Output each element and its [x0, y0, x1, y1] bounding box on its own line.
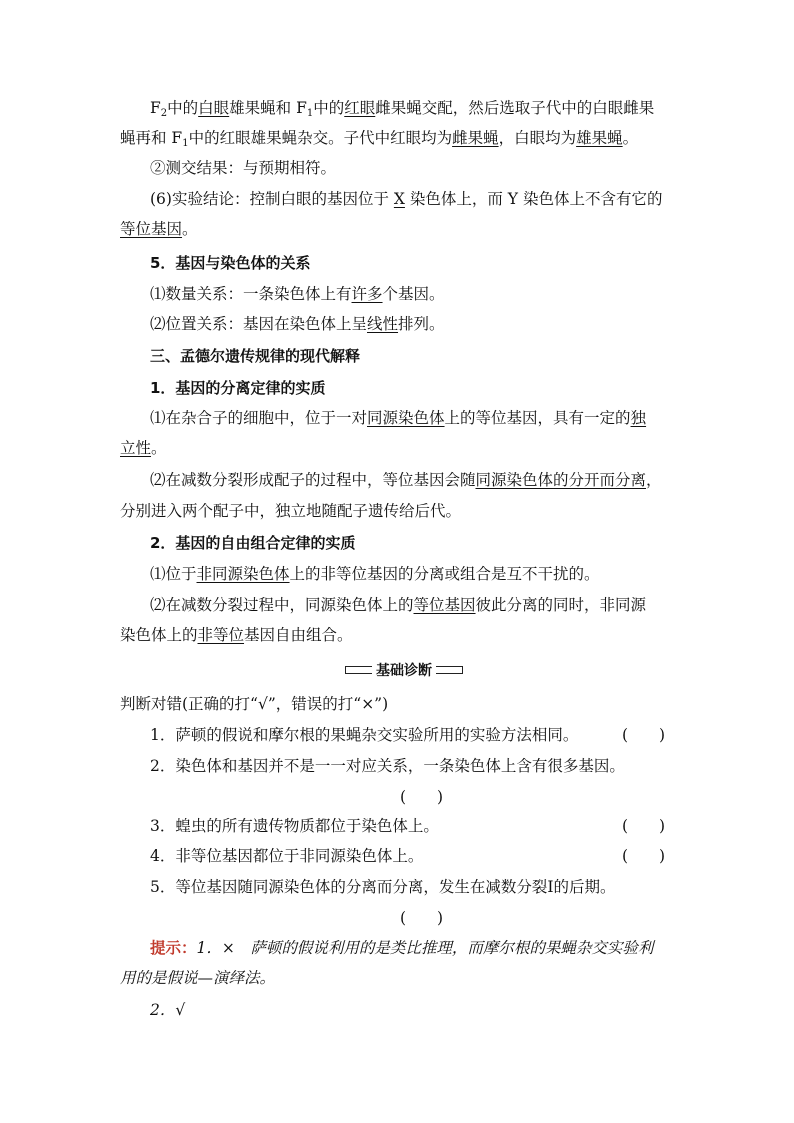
- answer-paren: ( ): [622, 726, 666, 744]
- text-run: 个基因。: [382, 285, 445, 303]
- text-run: 雄果蝇和 F: [229, 99, 307, 117]
- text-run: ，: [646, 471, 662, 489]
- text-run: 蝇再和 F: [120, 129, 183, 147]
- answer-paren: ( ): [400, 788, 444, 806]
- underlined-answer: 非等位: [197, 626, 245, 644]
- section-heading: 5．基因与染色体的关系: [150, 254, 311, 272]
- text-run: 。: [622, 129, 639, 147]
- text-run: F: [150, 99, 161, 117]
- text-run: ⑴在杂合子的细胞中，位于一对: [150, 409, 368, 427]
- text-run: ⑴位于: [150, 565, 197, 583]
- answer-paren: ( ): [622, 817, 666, 835]
- text-line: [150, 407, 710, 429]
- text-line: [120, 437, 680, 459]
- text-line: [150, 594, 710, 616]
- underlined-answer: 红眼: [344, 99, 376, 117]
- text-line: ②测交结果：与预期相符。: [150, 159, 337, 177]
- text-line: [150, 188, 710, 210]
- underlined-answer: 线性: [367, 315, 399, 333]
- underlined-answer: 许多: [351, 285, 383, 303]
- text-line: 分别进入两个配子中，独立地随配子遗传给后代。: [120, 502, 462, 520]
- text-run: 中的: [313, 99, 345, 117]
- subscript: 1: [306, 108, 314, 119]
- text-line: [120, 127, 680, 155]
- text-run: 中的红眼雄果蝇杂交。子代中红眼均为: [188, 129, 453, 147]
- answer-paren: ( ): [400, 909, 444, 927]
- underlined-answer: 独: [630, 409, 647, 427]
- text-run: ⑵在减数分裂过程中，同源染色体上的: [150, 596, 414, 614]
- underlined-answer: 等位基因: [120, 220, 183, 238]
- judge-intro: 判断对错(正确的打“√”，错误的打“×”): [120, 695, 389, 713]
- text-line: [150, 563, 710, 585]
- answer-paren: ( ): [622, 847, 666, 865]
- text-run: 染色体上，而 Y 染色体上不含有它的: [404, 190, 663, 208]
- subscript: 1: [182, 138, 189, 149]
- underlined-answer: 非同源染色体: [196, 565, 290, 583]
- underlined-answer: 等位基因: [413, 596, 476, 614]
- subscript: 2: [160, 108, 168, 119]
- underlined-answer: 雌果蝇: [452, 129, 499, 147]
- banner-rule: [436, 666, 463, 674]
- section-heading: 1．基因的分离定律的实质: [150, 379, 326, 397]
- tip-label: 提示：: [150, 939, 197, 957]
- section-heading: 2．基因的自由组合定律的实质: [150, 534, 356, 552]
- underlined-answer: 立性: [120, 439, 152, 457]
- text-line: [150, 283, 710, 305]
- text-line: [120, 218, 680, 240]
- text-run: ，白眼均为: [498, 129, 577, 147]
- judge-item: 3．蝗虫的所有遗传物质都位于染色体上。: [150, 817, 439, 835]
- underlined-answer: 同源染色体的分开而分离: [475, 471, 647, 489]
- tip-line: 2．√: [150, 1001, 186, 1019]
- underlined-answer: X: [393, 190, 405, 208]
- text-run: 雌果蝇交配，然后选取子代中的白眼雌果: [375, 99, 655, 117]
- text-line: [150, 97, 710, 125]
- judge-item: 5．等位基因随同源染色体的分离而分离，发生在减数分裂Ⅰ的后期。: [150, 878, 616, 896]
- judge-item: 4．非等位基因都位于非同源染色体上。: [150, 847, 424, 865]
- section-banner: [345, 660, 463, 680]
- banner-title: 基础诊断: [376, 663, 432, 679]
- banner-rule: [345, 666, 372, 674]
- text-run: 彼此分离的同时，非同源: [475, 596, 647, 614]
- text-run: (6)实验结论：控制白眼的基因位于: [150, 190, 394, 208]
- text-run: 中的: [167, 99, 199, 117]
- tip-text: 1．× 萨顿的假说利用的是类比推理，而摩尔根的果蝇杂交实验利: [196, 939, 654, 957]
- text-run: 。: [151, 439, 167, 457]
- text-run: 。: [182, 220, 198, 238]
- text-run: 上的等位基因，具有一定的: [444, 409, 631, 427]
- underlined-answer: 同源染色体: [367, 409, 445, 427]
- text-run: ⑴数量关系：一条染色体上有: [150, 285, 352, 303]
- text-line: [120, 624, 680, 646]
- tip-line: 用的是假说—演绎法。: [120, 969, 276, 987]
- text-line: [150, 313, 710, 335]
- text-run: 排列。: [398, 315, 445, 333]
- text-run: ⑵位置关系：基因在染色体上呈: [150, 315, 368, 333]
- judge-item: 1．萨顿的假说和摩尔根的果蝇杂交实验所用的实验方法相同。: [150, 726, 579, 744]
- text-run: 基因自由组合。: [244, 626, 353, 644]
- text-run: 染色体上的: [120, 626, 198, 644]
- tip-line: [150, 937, 710, 959]
- underlined-answer: 白眼: [198, 99, 230, 117]
- section-heading: 三、孟德尔遗传规律的现代解释: [150, 347, 361, 365]
- text-run: 上的非等位基因的分离或组合是互不干扰的。: [289, 565, 600, 583]
- judge-item: 2．染色体和基因并不是一一对应关系，一条染色体上含有很多基因。: [150, 757, 625, 775]
- text-line: [150, 469, 710, 491]
- underlined-answer: 雄果蝇: [576, 129, 623, 147]
- text-run: ⑵在减数分裂形成配子的过程中，等位基因会随: [150, 471, 476, 489]
